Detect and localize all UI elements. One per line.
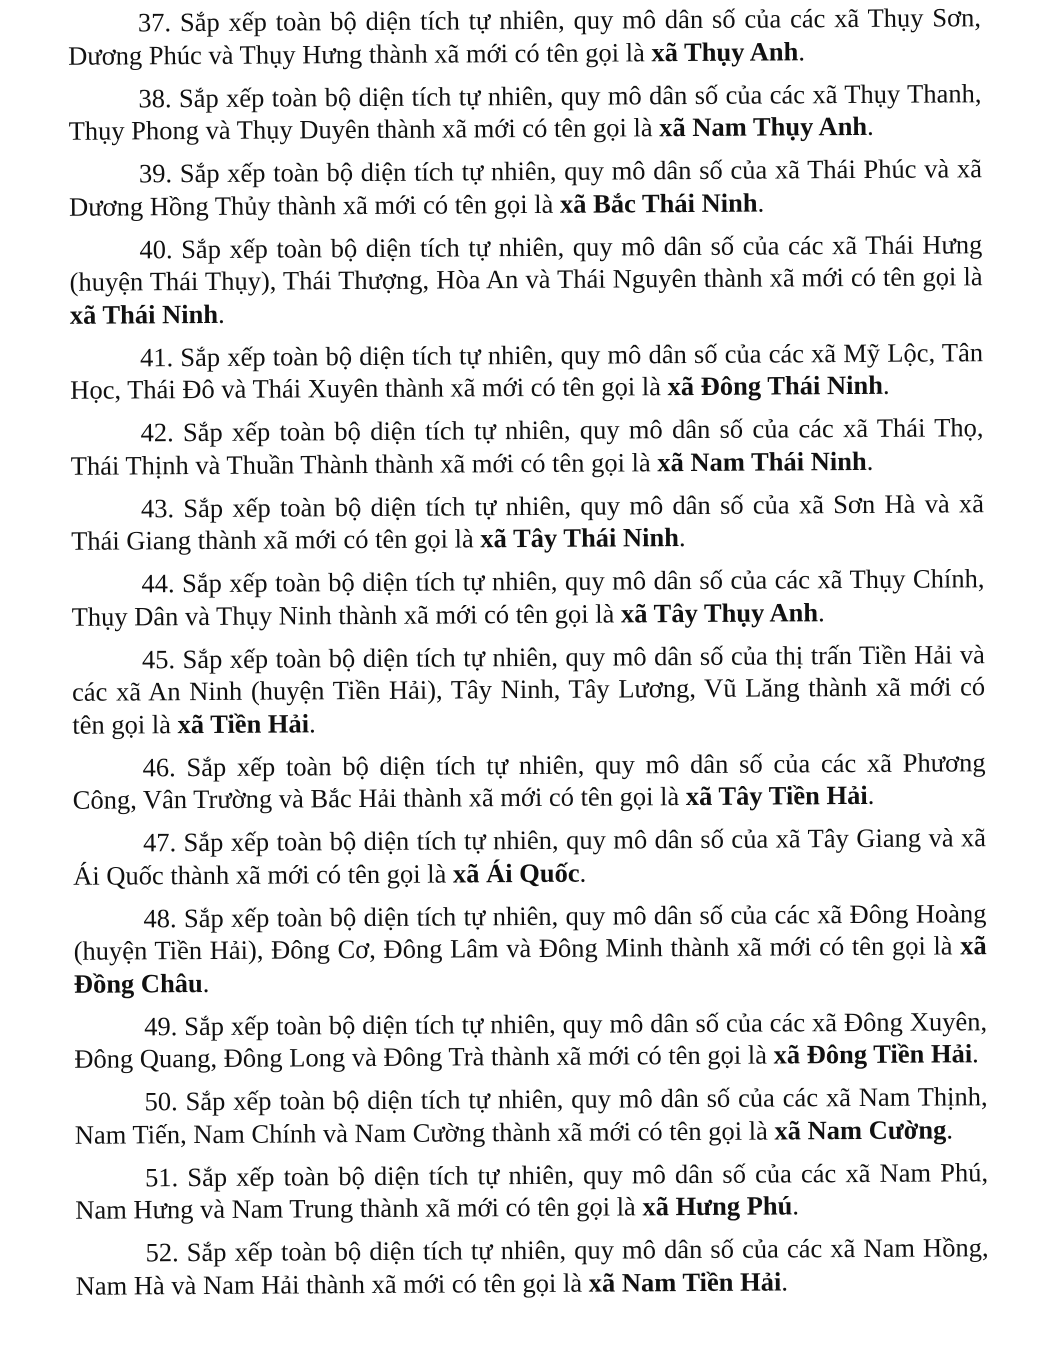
item-text: Sắp xếp toàn bộ diện tích tự nhiên, quy mô dân số của các xã Mỹ Lộc, Tân Học, Thái Đô và Thái Xuyên thành xã mới có tên gọi là (70, 336, 984, 405)
item-text: Sắp xếp toàn bộ diện tích tự nhiên, quy mô dân số của các xã Thụy Sơn, Dương Phúc và Thụy Hưng thành xã mới có tên gọi là (68, 2, 982, 71)
item-text: Sắp xếp toàn bộ diện tích tự nhiên, quy mô dân số của các xã Đông Xuyên, Đông Quang, Đông Long và Đông Trà thành xã mới có tên gọi là (74, 1005, 988, 1074)
item-number: 46. (142, 751, 176, 782)
item-number: 50. (144, 1086, 178, 1117)
item-end: . (867, 779, 875, 810)
item-end: . (792, 1190, 800, 1221)
commune-name: xã Ái Quốc (452, 857, 580, 888)
item-number: 48. (143, 902, 177, 933)
list-item (73, 897, 987, 1000)
list-item (68, 77, 981, 148)
item-number: 52. (145, 1237, 179, 1268)
item-end: . (781, 1265, 789, 1296)
item-text: Sắp xếp toàn bộ diện tích tự nhiên, quy mô dân số của xã Thái Phúc và xã Dương Hồng Thủy thành xã mới có tên gọi là (69, 153, 983, 222)
item-number: 49. (144, 1010, 178, 1041)
commune-name: xã Tây Thái Ninh (480, 522, 680, 554)
list-item (69, 152, 982, 223)
commune-name: xã Tây Thụy Anh (620, 596, 819, 628)
item-number: 45. (141, 643, 176, 674)
item-end: . (817, 596, 825, 627)
item-number: 38. (138, 82, 172, 113)
item-end: . (798, 35, 805, 66)
item-text: Sắp xếp toàn bộ diện tích tự nhiên, quy mô dân số của xã Sơn Hà và xã Thái Giang thành xã mới có tên gọi là (71, 487, 985, 556)
item-text: Sắp xếp toàn bộ diện tích tự nhiên, quy mô dân số của thị trấn Tiền Hải và các xã An Ninh (huyện Tiền Hải), Tây Ninh, Tây Lương, Vũ Lăng thành xã mới có tên gọi là (72, 638, 986, 740)
item-text: Sắp xếp toàn bộ diện tích tự nhiên, quy mô dân số của các xã Thái Hưng (huyện Thái Thụy), Thái Thượng, Hòa An và Thái Nguyên thành xã mới có tên gọi là (69, 228, 983, 297)
item-end: . (217, 298, 225, 329)
list-item (75, 1080, 988, 1151)
item-number: 42. (140, 417, 174, 448)
item-number: 44. (141, 568, 175, 599)
commune-name: xã Đồng Châu (73, 930, 987, 999)
item-text: Sắp xếp toàn bộ diện tích tự nhiên, quy mô dân số của các xã Thụy Thanh, Thụy Phong và Thụy Duyên thành xã mới có tên gọi là (68, 77, 982, 146)
list-item (69, 228, 983, 331)
item-text: Sắp xếp toàn bộ diện tích tự nhiên, quy mô dân số của các xã Nam Phú, Nam Hưng và Nam Trung thành xã mới có tên gọi là (75, 1156, 989, 1225)
commune-name: xã Thụy Anh (651, 35, 799, 67)
item-end: . (309, 707, 316, 738)
item-text: Sắp xếp toàn bộ diện tích tự nhiên, quy mô dân số của các xã Thụy Chính, Thụy Dân và Thụy Ninh thành xã mới có tên gọi là (71, 563, 985, 632)
item-number: 39. (138, 158, 173, 189)
list-item (75, 1231, 988, 1302)
item-text: Sắp xếp toàn bộ diện tích tự nhiên, quy mô dân số của các xã Nam Hồng, Nam Hà và Nam Hải thành xã mới có tên gọi là (75, 1232, 989, 1301)
commune-name: xã Tiền Hải (177, 707, 310, 739)
list-item (71, 562, 984, 633)
item-number: 41. (139, 341, 174, 372)
item-number: 47. (142, 827, 177, 858)
item-end: . (757, 187, 765, 218)
item-end: . (202, 967, 210, 998)
commune-name: xã Hưng Phú (642, 1190, 793, 1222)
list-item (74, 1005, 987, 1076)
item-number: 43. (140, 492, 175, 523)
item-text: Sắp xếp toàn bộ diện tích tự nhiên, quy mô dân số của các xã Phương Công, Vân Trường và Bắc Hải thành xã mới có tên gọi là (72, 746, 986, 815)
item-text: Sắp xếp toàn bộ diện tích tự nhiên, quy mô dân số của các xã Thái Thọ, Thái Thịnh và Thuần Thành thành xã mới có tên gọi là (70, 412, 984, 481)
item-end: . (678, 522, 686, 553)
item-end: . (867, 110, 874, 141)
item-end: . (866, 445, 874, 476)
item-end: . (579, 857, 587, 888)
commune-name: xã Bắc Thái Ninh (559, 187, 758, 219)
list-item (72, 638, 986, 741)
commune-name: xã Nam Thái Ninh (657, 445, 867, 477)
item-text: Sắp xếp toàn bộ diện tích tự nhiên, quy mô dân số của các xã Nam Thịnh, Nam Tiến, Nam Chính và Nam Cường thành xã mới có tên gọi là (74, 1081, 988, 1150)
commune-name: xã Nam Tiền Hải (588, 1265, 782, 1298)
list-item (73, 821, 986, 892)
list-item (72, 746, 985, 817)
commune-name: xã Nam Cường (774, 1113, 947, 1146)
commune-name: xã Đông Tiền Hải (773, 1038, 973, 1070)
item-text: Sắp xếp toàn bộ diện tích tự nhiên, quy mô dân số của xã Tây Giang và xã Ái Quốc thành xã mới có tên gọi là (73, 822, 987, 891)
list-item (68, 1, 981, 72)
list-item (75, 1156, 988, 1227)
item-text: Sắp xếp toàn bộ diện tích tự nhiên, quy mô dân số của các xã Đông Hoàng (huyện Tiền Hải), Đông Cơ, Đông Lâm và Đông Minh thành xã mới có tên gọi là (73, 897, 987, 966)
item-end: . (972, 1038, 979, 1069)
commune-name: xã Thái Ninh (69, 298, 219, 330)
item-end: . (946, 1113, 954, 1144)
item-number: 40. (139, 233, 173, 264)
commune-name: xã Đông Thái Ninh (667, 369, 883, 402)
list-item (71, 487, 984, 558)
item-end: . (882, 369, 890, 400)
list-item (70, 336, 983, 407)
commune-name: xã Nam Thụy Anh (659, 110, 868, 143)
item-number: 51. (144, 1161, 179, 1192)
item-number: 37. (137, 7, 172, 38)
list-item (70, 411, 983, 482)
commune-name: xã Tây Tiền Hải (685, 779, 868, 812)
